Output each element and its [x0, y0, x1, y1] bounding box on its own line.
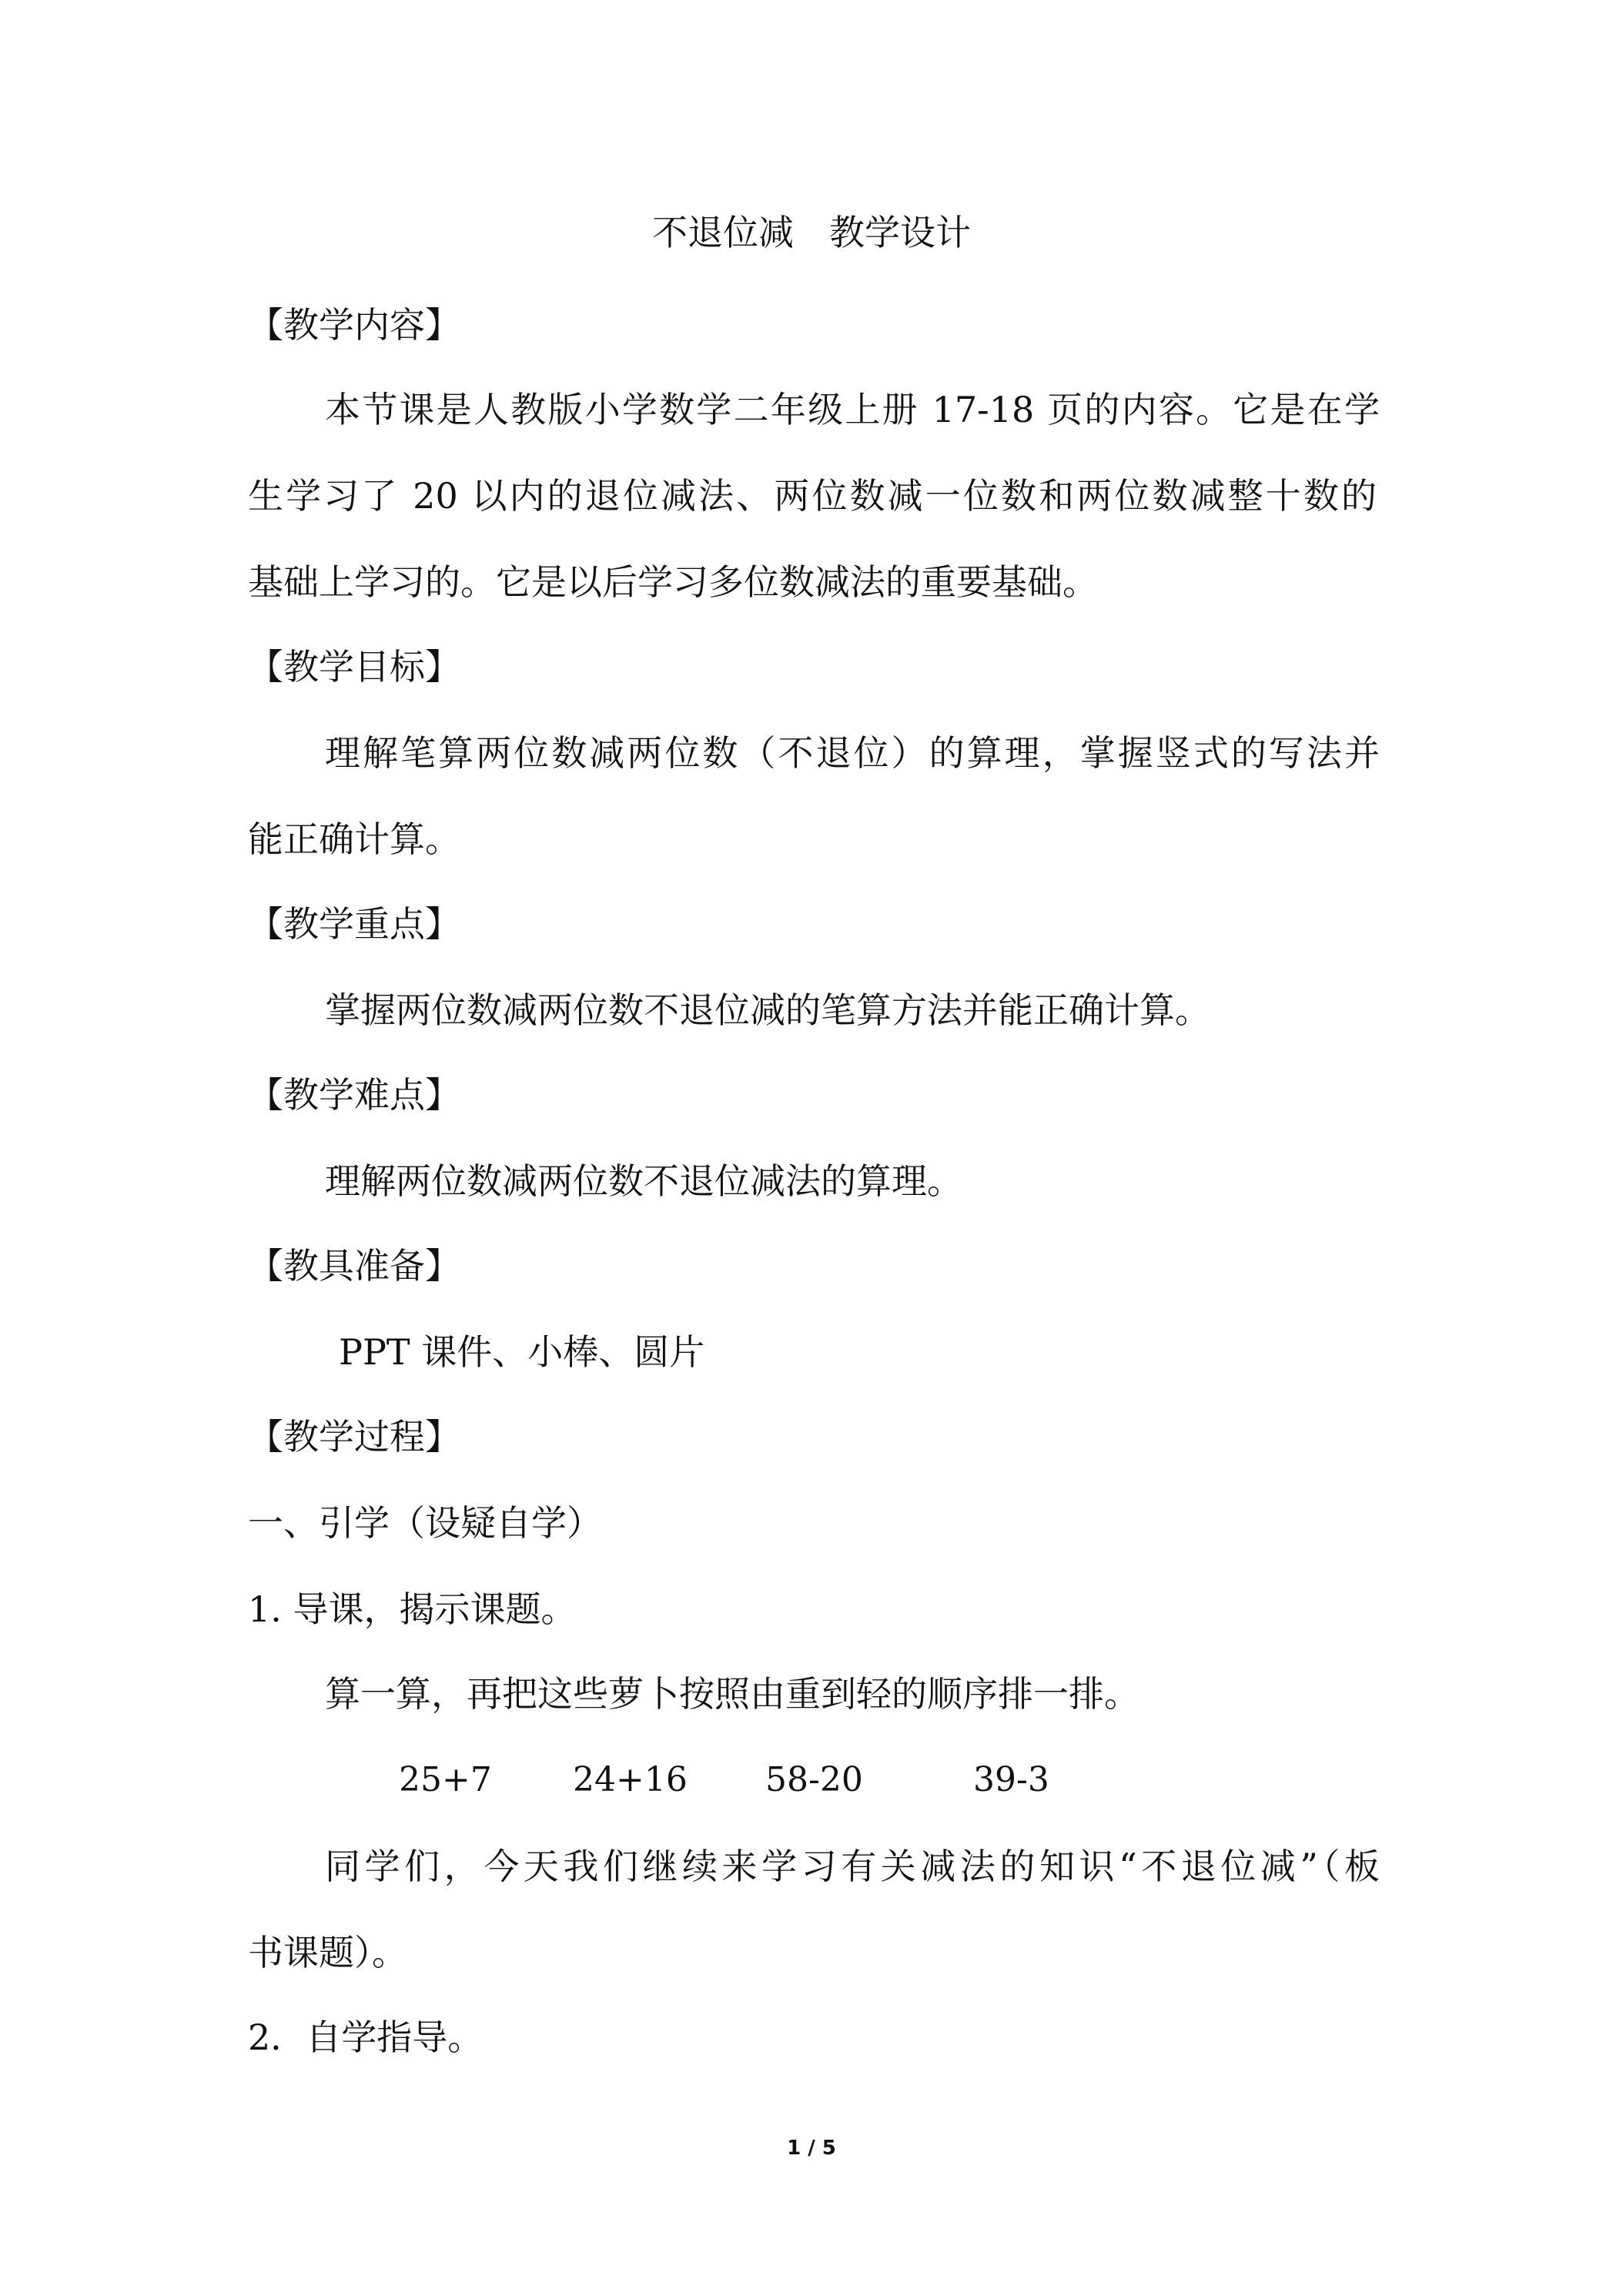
- step1-heading: 1. 导课，揭示课题。: [248, 1588, 577, 1630]
- goal-paragraph-line-2: 能正确计算。: [248, 818, 460, 860]
- content-paragraph-line-2: 生学习了 20 以内的退位减法、两位数减一位数和两位数减整十数的: [248, 475, 1377, 517]
- goal-paragraph-line-1: 理解笔算两位数减两位数（不退位）的算理，掌握竖式的写法并: [325, 732, 1380, 774]
- expression-1: 25+7: [399, 1760, 492, 1799]
- expression-3: 58-20: [765, 1760, 863, 1799]
- content-paragraph-line-1: 本节课是人教版小学数学二年级上册 17-18 页的内容。它是在学: [325, 389, 1380, 430]
- step1-instruction: 算一算，再把这些萝卜按照由重到轻的顺序排一排。: [325, 1673, 1139, 1715]
- step1-paragraph-line-2: 书课题）。: [248, 1932, 407, 1973]
- section-heading-content: 【教学内容】: [248, 304, 460, 346]
- content-paragraph-line-3: 基础上学习的。它是以后学习多位数减法的重要基础。: [248, 561, 1098, 603]
- step2-heading: 2．自学指导。: [248, 2017, 484, 2058]
- section-heading-difficulty: 【教学难点】: [248, 1074, 460, 1116]
- section-heading-tools: 【教具准备】: [248, 1245, 460, 1287]
- step1-paragraph-line-1: 同学们，今天我们继续来学习有关减法的知识“不退位减”（板: [325, 1846, 1380, 1887]
- document-title: 不退位减 教学设计: [652, 212, 971, 253]
- expression-4: 39-3: [973, 1760, 1049, 1799]
- page-number: 1 / 5: [787, 2137, 836, 2160]
- section-heading-key: 【教学重点】: [248, 903, 460, 945]
- key-paragraph: 掌握两位数减两位数不退位减的笔算方法并能正确计算。: [325, 989, 1210, 1031]
- difficulty-paragraph: 理解两位数减两位数不退位减法的算理。: [325, 1160, 962, 1202]
- section-heading-process: 【教学过程】: [248, 1416, 460, 1458]
- expression-2: 24+16: [573, 1760, 688, 1799]
- part1-heading: 一、引学（设疑自学）: [248, 1502, 602, 1544]
- tools-paragraph: PPT 课件、小棒、圆片: [339, 1331, 705, 1373]
- section-heading-goal: 【教学目标】: [248, 646, 460, 688]
